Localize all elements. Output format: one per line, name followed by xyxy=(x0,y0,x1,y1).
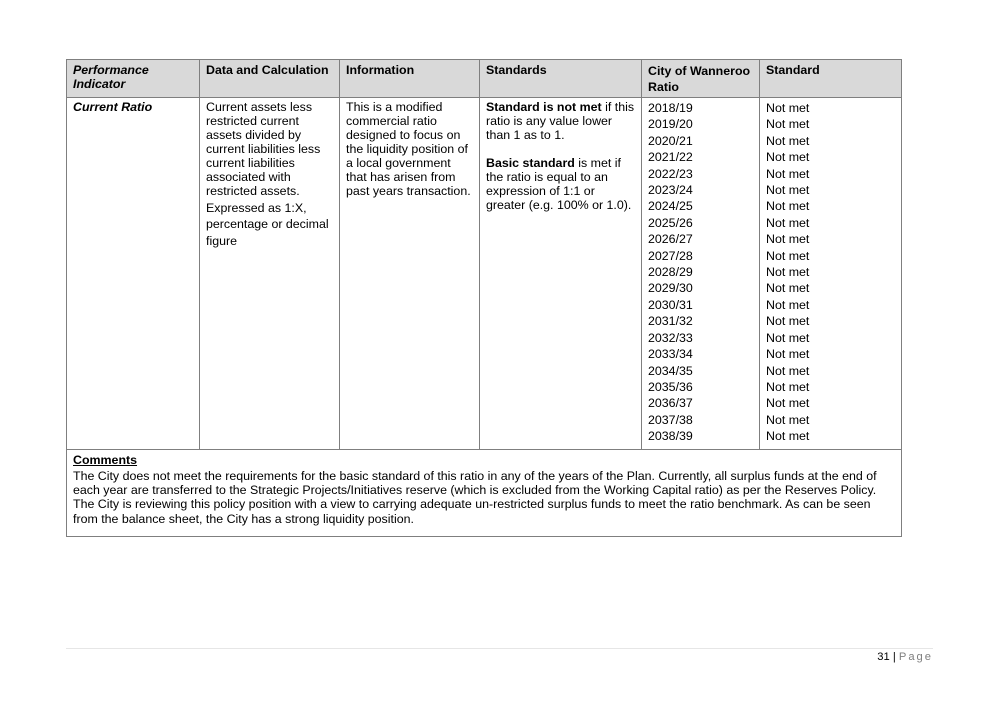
year-item: 2023/24 xyxy=(648,183,693,198)
standard-not-met-text: if this ratio is any value lower than 1 as to 1. xyxy=(486,100,635,142)
status-item: Not met xyxy=(766,347,810,362)
basic-standard xyxy=(486,156,635,212)
calculation-cell xyxy=(200,98,340,450)
status-item: Not met xyxy=(766,117,810,132)
year-item: 2019/20 xyxy=(648,117,693,132)
status-item: Not met xyxy=(766,232,810,247)
standard-not-met xyxy=(486,100,635,142)
status-item: Not met xyxy=(766,150,810,165)
year-item: 2038/39 xyxy=(648,429,693,444)
comments-text: The City does not meet the requirements for the basic standard of this ratio in any of the years of the Plan. Currently, all surplus funds at the end of each year are transferred to the Strategic Projects/Initiatives reserve (which is excluded from the Working Capital ratio) as per the Reserves Policy. The City is reviewing this policy position with a view to carrying adequate un-restricted surplus funds to meet the ratio benchmark. As can be seen from the balance sheet, the City has a strong liquidity position. xyxy=(73,468,877,526)
comments-row xyxy=(67,449,902,537)
year-item: 2025/26 xyxy=(648,215,693,230)
status-item: Not met xyxy=(766,166,810,181)
standard-not-met-label: Standard is not met xyxy=(486,100,602,114)
status-item: Not met xyxy=(766,215,810,230)
status-item: Not met xyxy=(766,281,810,296)
current-ratio-row xyxy=(67,98,902,450)
status-item: Not met xyxy=(766,314,810,329)
status-item: Not met xyxy=(766,248,810,263)
header-data-calculation: Data and Calculation xyxy=(200,60,340,98)
header-information: Information xyxy=(340,60,480,98)
page-number: 31 xyxy=(877,651,890,663)
status-item: Not met xyxy=(766,101,810,115)
comments-title: Comments xyxy=(73,452,138,467)
year-item: 2035/36 xyxy=(648,379,693,394)
indicator-name: Current Ratio xyxy=(67,98,200,450)
header-performance-indicator: Performance Indicator xyxy=(67,60,200,98)
years-list xyxy=(642,98,760,450)
page-separator: | xyxy=(889,651,899,663)
header-standards: Standards xyxy=(480,60,642,98)
calculation-text: Current assets less restricted current assets divided by current liabilities less current liabilities associated with restricted assets. xyxy=(206,100,321,198)
year-item: 2034/35 xyxy=(648,363,693,378)
year-item: 2037/38 xyxy=(648,412,693,427)
year-item: 2022/23 xyxy=(648,166,693,181)
year-item: 2018/19 xyxy=(648,101,693,115)
status-item: Not met xyxy=(766,363,810,378)
status-item: Not met xyxy=(766,396,810,411)
year-item: 2028/29 xyxy=(648,265,693,280)
footer-divider xyxy=(66,648,933,649)
year-item: 2031/32 xyxy=(648,314,693,329)
basic-standard-label: Basic standard xyxy=(486,156,575,170)
year-item: 2027/28 xyxy=(648,248,693,263)
standards-cell xyxy=(480,98,642,450)
status-list xyxy=(760,98,902,450)
year-item: 2036/37 xyxy=(648,396,693,411)
status-item: Not met xyxy=(766,183,810,198)
performance-table xyxy=(66,59,902,537)
status-item: Not met xyxy=(766,199,810,214)
header-row xyxy=(67,60,902,98)
header-city-ratio: City of Wanneroo Ratio xyxy=(642,60,760,98)
status-item: Not met xyxy=(766,379,810,394)
status-item: Not met xyxy=(766,297,810,312)
status-item: Not met xyxy=(766,265,810,280)
page-footer xyxy=(877,651,933,663)
year-item: 2030/31 xyxy=(648,297,693,312)
year-item: 2020/21 xyxy=(648,133,693,148)
basic-standard-text: is met if the ratio is equal to an expression of 1:1 or greater (e.g. 100% or 1.0). xyxy=(486,156,632,212)
header-standard: Standard xyxy=(760,60,902,98)
year-item: 2024/25 xyxy=(648,199,693,214)
page-word: Page xyxy=(898,651,933,663)
comments-cell xyxy=(67,449,902,537)
year-item: 2026/27 xyxy=(648,232,693,247)
expressed-text: Expressed as 1:X, percentage or decimal figure xyxy=(206,201,329,248)
year-item: 2032/33 xyxy=(648,330,693,345)
status-item: Not met xyxy=(766,412,810,427)
status-item: Not met xyxy=(766,133,810,148)
information-text: This is a modified commercial ratio designed to focus on the liquidity position of a local government that has arisen from past years transaction. xyxy=(340,98,480,450)
status-item: Not met xyxy=(766,429,810,444)
year-item: 2021/22 xyxy=(648,150,693,165)
status-item: Not met xyxy=(766,330,810,345)
year-item: 2029/30 xyxy=(648,281,693,296)
year-item: 2033/34 xyxy=(648,347,693,362)
